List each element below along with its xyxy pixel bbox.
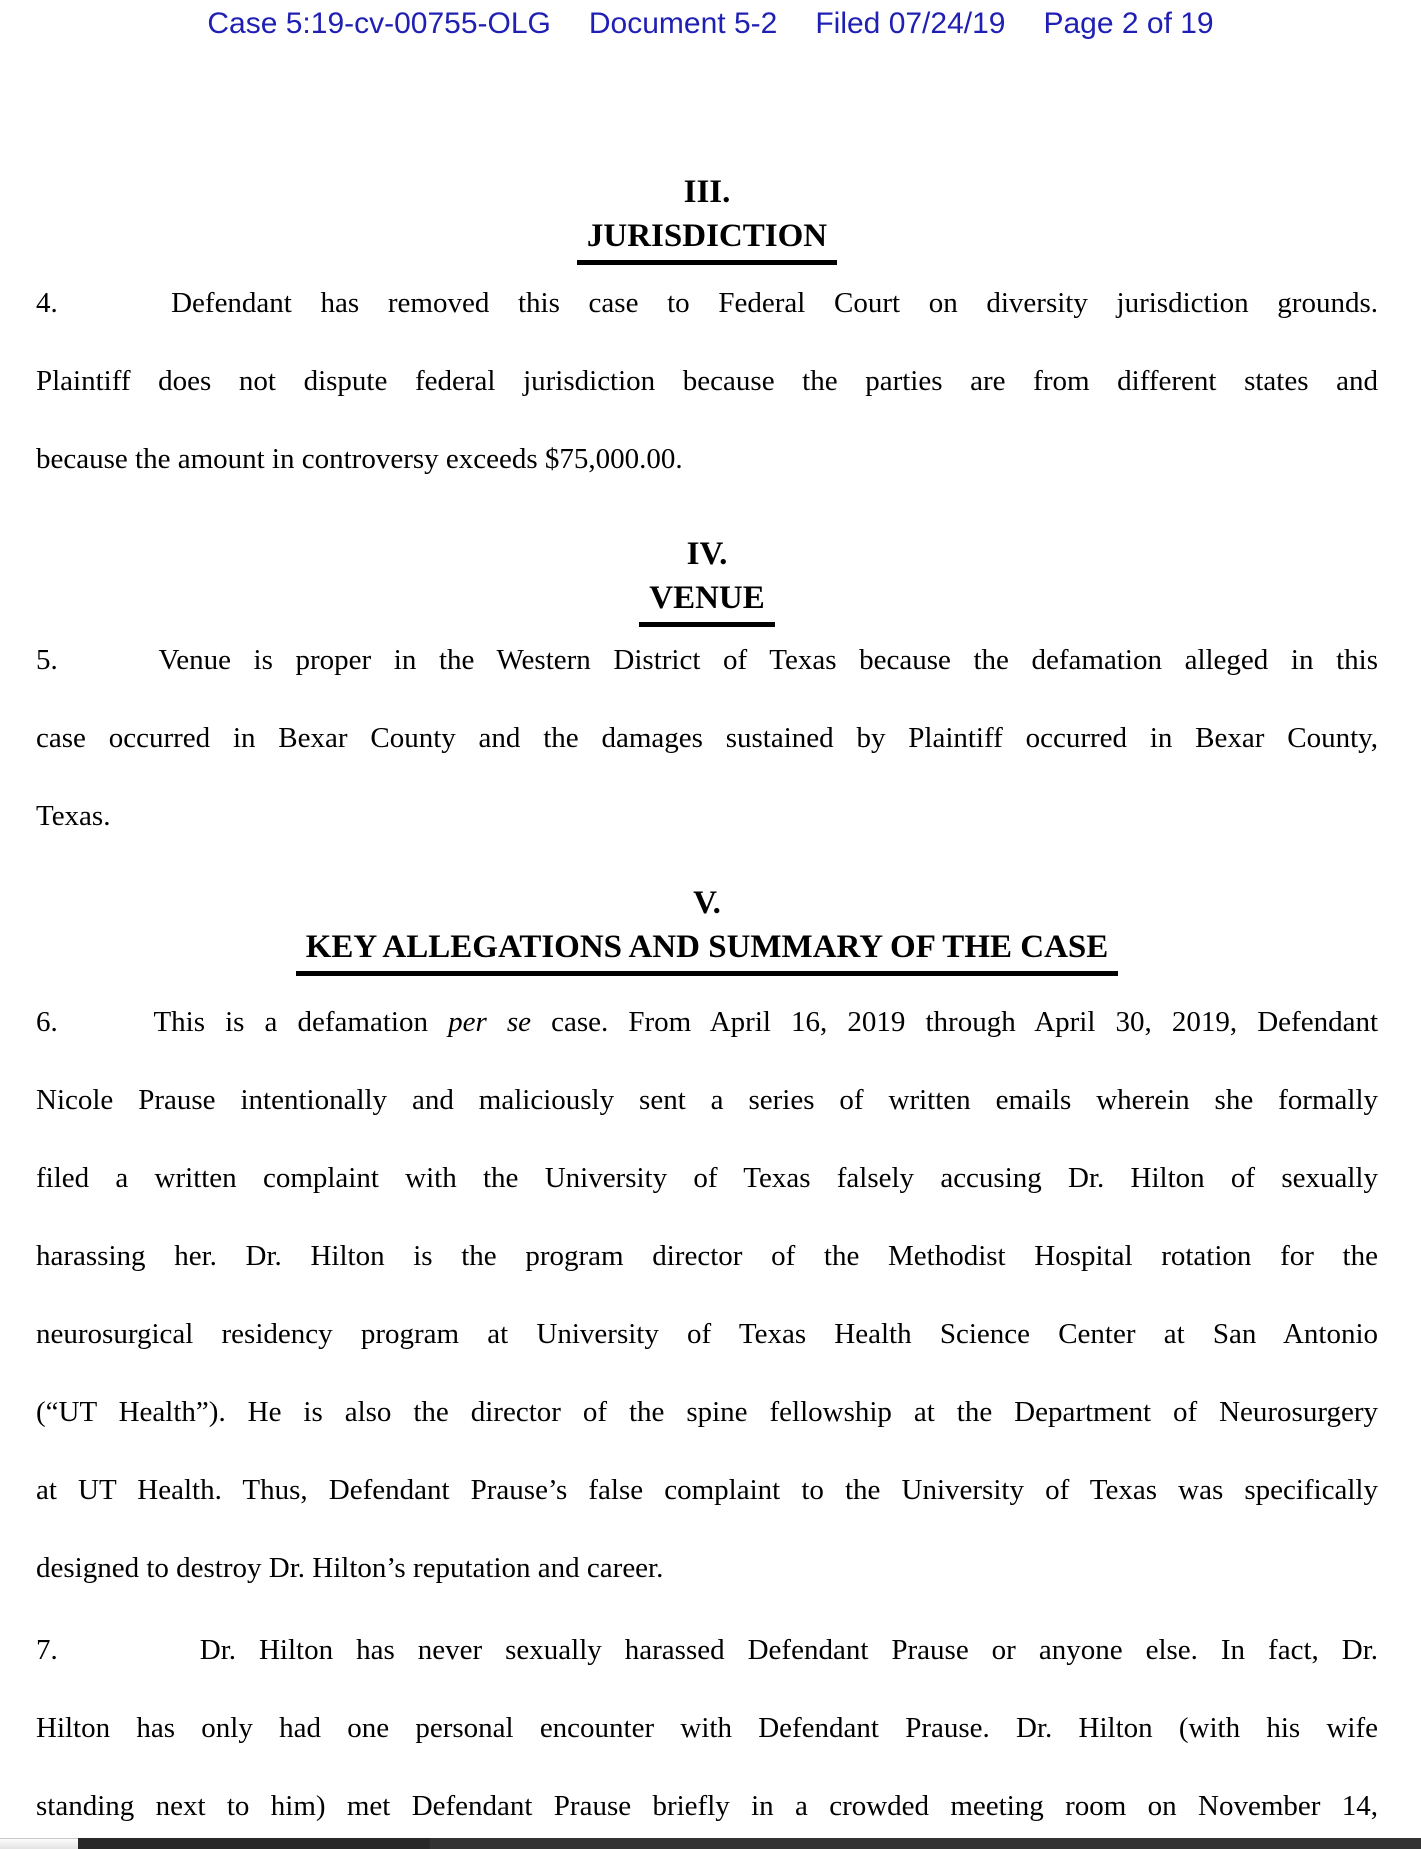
paragraph-line: 4. Defendant has removed this case to Federal Court on diversity jurisdiction grounds. [36, 287, 1378, 319]
paragraph-line: at UT Health. Thus, Defendant Prause’s false complaint to the University of Texas was specifically [36, 1474, 1378, 1506]
section-numeral: V. [693, 885, 721, 921]
horizontal-scrollbar-thumb[interactable] [0, 1838, 78, 1849]
paragraph-number: 5. [36, 644, 58, 676]
paragraph-line: harassing her. Dr. Hilton is the program director of the Methodist Hospital rotation for the [36, 1240, 1378, 1272]
paragraph-line: filed a written complaint with the University of Texas falsely accusing Dr. Hilton of sexually [36, 1162, 1378, 1194]
paragraph-line: case occurred in Bexar County and the damages sustained by Plaintiff occurred in Bexar County, [36, 722, 1378, 754]
paragraph-line: 5. Venue is proper in the Western District of Texas because the defamation alleged in this [36, 644, 1378, 676]
paragraph-line: because the amount in controversy exceeds $75,000.00. [36, 443, 683, 475]
section-numeral: IV. [686, 536, 728, 572]
paragraph-number: 6. [36, 1006, 58, 1038]
paragraph-4 [36, 264, 1378, 498]
document-number: Document 5-2 [588, 7, 778, 40]
italic-phrase: per se [448, 1006, 532, 1038]
paragraph-line: Plaintiff does not dispute federal jurisdiction because the parties are from different states and [36, 365, 1378, 397]
paragraph-line: Hilton has only had one personal encounter with Defendant Prause. Dr. Hilton (with his wife [36, 1712, 1378, 1744]
section-title: JURISDICTION [36, 214, 1378, 265]
section-title: KEY ALLEGATIONS AND SUMMARY OF THE CASE [36, 925, 1378, 976]
filed-date: Filed 07/24/19 [815, 7, 1006, 40]
paragraph-line: Nicole Prause intentionally and maliciously sent a series of written emails wherein she formally [36, 1084, 1378, 1116]
paragraph-line: designed to destroy Dr. Hilton’s reputation and career. [36, 1552, 664, 1584]
scrollbar-track[interactable] [78, 1838, 430, 1849]
section-heading-key-allegations [36, 881, 1378, 976]
paragraph-line: 7. Dr. Hilton has never sexually harassed Defendant Prause or anyone else. In fact, Dr. [36, 1634, 1379, 1666]
paragraph-6 [36, 983, 1378, 1607]
section-title: VENUE [36, 576, 1378, 627]
paragraph-5 [36, 621, 1378, 855]
section-heading-venue [36, 532, 1378, 627]
paragraph-line: neurosurgical residency program at University of Texas Health Science Center at San Antonio [36, 1318, 1378, 1350]
paragraph-line: 6. This is a defamation per se case. From April 16, 2019 through April 30, 2019, Defendant [36, 1006, 1379, 1038]
case-stamp-header [0, 6, 1421, 42]
paragraph-line: Texas. [36, 800, 111, 832]
paragraph-7 [36, 1611, 1378, 1845]
paragraph-number: 7. [36, 1634, 58, 1666]
paragraph-number: 4. [36, 287, 58, 319]
page-number: Page 2 of 19 [1043, 7, 1214, 40]
paragraph-line: standing next to him) met Defendant Prause briefly in a crowded meeting room on November 14, [36, 1790, 1378, 1822]
section-heading-jurisdiction [36, 170, 1378, 265]
paragraph-line: (“UT Health”). He is also the director of the spine fellowship at the Department of Neurosurgery [36, 1396, 1378, 1428]
case-number: Case 5:19-cv-00755-OLG [207, 7, 551, 40]
scrollbar-track[interactable] [430, 1838, 1421, 1849]
viewer-bottom-bar [0, 1838, 1421, 1849]
section-numeral: III. [683, 174, 731, 210]
